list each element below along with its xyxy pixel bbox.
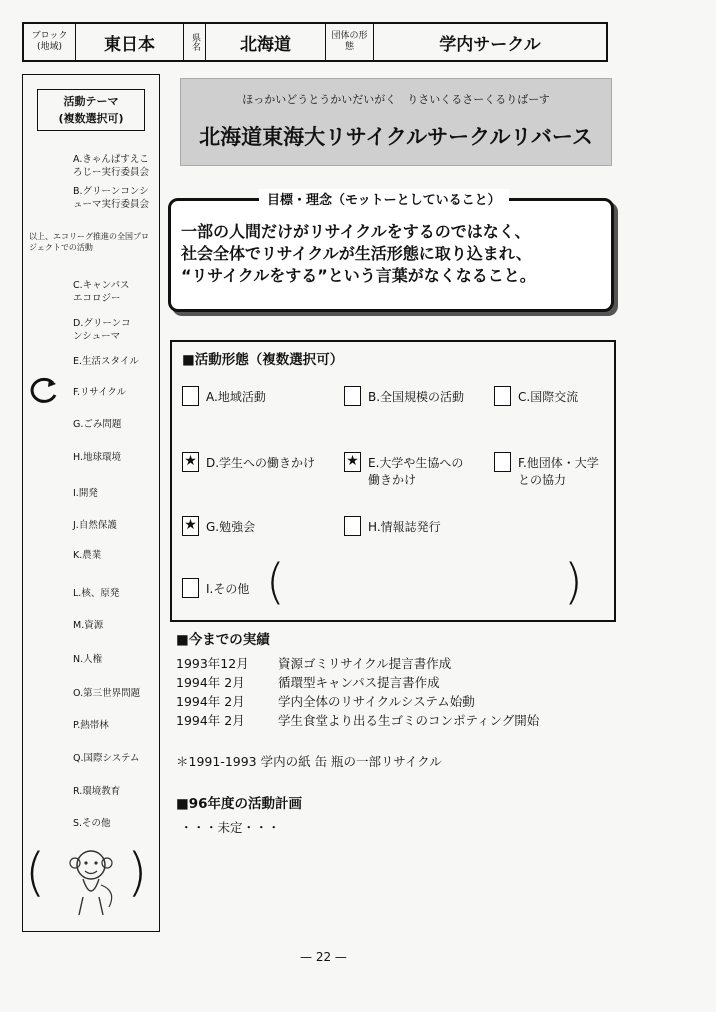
sidebar-item-h: H.地球環境 — [73, 452, 121, 463]
sidebar-item-i: I.開発 — [73, 488, 98, 499]
sidebar-item-j: J.自然保護 — [73, 520, 117, 531]
title-ruby: ほっかいどうとうかいだいがく りさいくるさーくるりばーす — [242, 93, 550, 106]
checkbox-e[interactable]: ★ — [344, 452, 361, 472]
sidebar-item-a: A.きゃんぱすえころじー実行委員会 — [73, 154, 150, 178]
sidebar-item-o: O.第三世界問題 — [73, 688, 141, 699]
theme-subtitle: (複数選択可) — [58, 112, 124, 125]
group-type-label: 団体の形態 — [331, 31, 368, 52]
pref-label: 県名 — [190, 33, 200, 51]
option-g-label: G.勉強会 — [206, 520, 256, 534]
sidebar-item-p: P.熱帯林 — [73, 720, 109, 731]
motto-line-3: “リサイクルをする”という言葉がなくなること。 — [181, 266, 536, 285]
header-table — [22, 22, 608, 62]
option-b-label: B.全国規模の活動 — [368, 390, 465, 404]
block-value: 東日本 — [104, 34, 155, 55]
history-row: 1994年 2月 学内全体のリサイクルシステム始動 — [176, 694, 475, 709]
option-f-label: F.他団体・大学との協力 — [518, 456, 599, 487]
plan-text: ・・・未定・・・ — [180, 820, 281, 835]
checkbox-f[interactable] — [494, 452, 511, 472]
pref-value: 北海道 — [240, 34, 291, 55]
plan-heading: ■96年度の活動計画 — [176, 796, 303, 812]
activity-heading: ■活動形態（複数選択可） — [182, 352, 344, 368]
sidebar-item-q: Q.国際システム — [73, 753, 140, 764]
checkbox-d[interactable]: ★ — [182, 452, 199, 472]
sidebar — [22, 74, 160, 932]
left-parenthesis: ( — [25, 843, 46, 903]
history-row: 1993年12月 資源ゴミリサイクル提言書作成 — [176, 656, 452, 671]
monkey-mascot-icon — [63, 845, 119, 923]
motto-line-1: 一部の人間だけがリサイクルをするのではなく、 — [181, 222, 531, 241]
option-h-label: H.情報誌発行 — [368, 520, 441, 534]
motto-box — [168, 193, 614, 312]
option-e-label: E.大学や生協への働きかけ — [368, 456, 464, 487]
checkbox-h[interactable] — [344, 516, 361, 536]
checkbox-a[interactable] — [182, 386, 199, 406]
sidebar-item-f: F.リサイクル — [73, 387, 127, 398]
sidebar-item-n: N.人権 — [73, 654, 103, 665]
sidebar-item-k: K.農業 — [73, 550, 102, 561]
group-type-value-cell — [374, 24, 606, 60]
history-row: 1994年 2月 学生食堂より出る生ゴミのコンポティング開始 — [176, 713, 540, 728]
block-label-cell — [24, 24, 76, 60]
motto-line-2: 社会全体でリサイクルが生活形態に取り込まれ、 — [181, 244, 532, 263]
history-row: 1994年 2月 循環型キャンパス提言書作成 — [176, 675, 440, 690]
other-close-parenthesis: ) — [564, 554, 583, 610]
sidebar-item-c: C.キャンパスエコロジー — [73, 280, 130, 304]
checkbox-g[interactable]: ★ — [182, 516, 199, 536]
checkbox-b[interactable] — [344, 386, 361, 406]
history-list — [176, 654, 539, 730]
sidebar-item-b: B.グリーンコンシューマ実行委員会 — [73, 186, 150, 210]
motto-text — [181, 221, 536, 287]
group-type-value: 学内サークル — [439, 34, 541, 55]
title-banner — [180, 78, 612, 166]
block-label: ブロック — [31, 31, 68, 41]
sidebar-item-m: M.資源 — [73, 620, 104, 631]
pref-value-cell — [206, 24, 326, 60]
pref-label-cell — [184, 24, 206, 60]
checkbox-c[interactable] — [494, 386, 511, 406]
theme-box — [37, 89, 145, 131]
theme-title: 活動テーマ — [63, 95, 119, 108]
group-type-label-cell — [326, 24, 374, 60]
group-name-title: 北海道東海大リサイクルサークルリバース — [199, 124, 593, 149]
option-i-label: I.その他 — [206, 582, 250, 596]
page-number: — 22 — — [300, 950, 347, 964]
sidebar-item-l: L.核、原発 — [73, 588, 120, 599]
block-sub-label: (地域) — [36, 42, 63, 52]
history-note: ＊1991-1993 学内の紙 缶 瓶の一部リサイクル — [176, 754, 442, 769]
motto-heading: 目標・理念（モットーとしていること） — [259, 189, 509, 208]
option-d-label: D.学生への働きかけ — [206, 456, 316, 470]
option-c-label: C.国際交流 — [518, 390, 579, 404]
block-value-cell — [76, 24, 184, 60]
sidebar-item-r: R.環境教育 — [73, 786, 121, 797]
history-heading: ■今までの実績 — [176, 632, 270, 648]
checkbox-i[interactable] — [182, 578, 199, 598]
sidebar-item-s: S.その他 — [73, 818, 111, 829]
sidebar-note: 以上、エコリーグ推進の全国プロジェクトでの活動 — [29, 232, 149, 252]
option-a-label: A.地域活動 — [206, 390, 266, 404]
activity-form-box — [170, 340, 616, 622]
sidebar-item-g: G.ごみ問題 — [73, 419, 122, 430]
sidebar-item-e: E.生活スタイル — [73, 356, 139, 367]
right-parenthesis: ) — [127, 843, 148, 903]
sidebar-item-d: D.グリーンコンシューマ — [73, 318, 131, 342]
circle-arrow-icon — [27, 375, 61, 405]
other-open-parenthesis: ( — [266, 554, 285, 610]
